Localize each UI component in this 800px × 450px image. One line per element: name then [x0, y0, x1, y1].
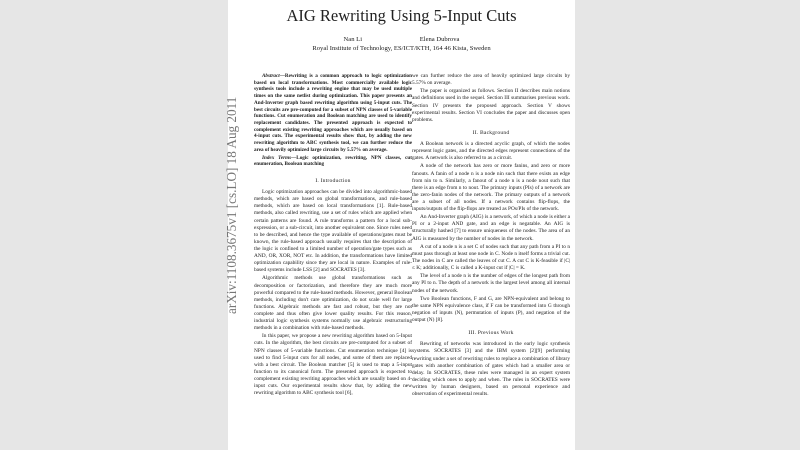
paragraph: Rewriting of networks was introduced in the early logic synthesis systems. SOCRATES [3] and the IBM system [2][9] performing rewriting under a set of rewriting rules to replace a combination of library gates with another combination of gates which had a smaller area or delay. In SOCRATES, these rules were managed in an expert system deciding which ones to apply and when. The rules in SOCRATES were written by human designers, based on personal experience and observation of experimental results. [412, 341, 570, 397]
paragraph: Logic optimization approaches can be divided into algorithmic-based methods, which are based on global transformations, and rule-based methods, which are based on local transformations [1]. Rule-based methods, also called rewriting, use a set of rules which are applied when certain patterns are found. A rule transforms a pattern for a local sub-expression, or a sub-circuit, into another equivalent one. Since rules need to be described, and hence the type available of operations/gates must be known, the rule-based approach usually requires that the description of the logic is confined to a limited number of operation/gate types such as AND, OR, XOR, NOT etc. In addition, the transformations have limited optimization capability since they are local in nature. Examples of rule-based systems include LSS [2] and SOCRATES [3]. [254, 189, 412, 274]
index-terms-label: Index Terms [262, 154, 292, 161]
right-column [412, 73, 570, 399]
abstract-text: —Rewriting is a common approach to logic optimization based on local transformations. Most commercially available logic synthesis tools include a rewriting engine that may be used multiple times on the same netlist during optimization. This paper presents an And-Inverter graph based rewriting algorithm using 5-input cuts. The best circuits are pre-computed for a subset of NPN classes of 5-variable functions. Cut enumeration and Boolean matching are used to identify replacement candidates. The presented approach is expected to complement existing rewriting approaches which are usually based on 4-input cuts. The experimental results show that, by adding the new rewriting algorithm to ABC synthesis tool, we can further reduce the area of heavily optimized large circuits by 5.57% on average. [254, 73, 412, 153]
index-terms-text: —Logic optimization, rewriting, NPN classes, cut enumeration, Boolean matching [254, 154, 412, 168]
paragraph: A Boolean network is a directed acyclic graph, of which the nodes represent logic gates, and the directed edges represent connections of the gates. A network is also referred to as a circuit. [412, 140, 570, 162]
author-name: Elena Dubrova [419, 36, 460, 43]
abstract [254, 73, 412, 153]
section-heading: I. Introduction [315, 178, 351, 185]
paragraph: A node of the network has zero or more fanins, and zero or more fanouts. A fanin of a node n is a node nin such that there exists an edge from nin to n. Similarly, a fanout of a node n is a node nout such that there is an edge from n to nout. The primary inputs (PIs) of a network are the zero-fanin nodes of the network. The primary outputs of a network are a subset of all nodes. If a network contains flip-flops, the inputs/outputs of the flip-flops are treated as POs/PIs of the network. [412, 163, 570, 212]
paragraph: Algorithmic methods use global transformations such as decomposition or factorization, and therefore they are much more powerful compared to the rule-based methods. However, general Boolean methods, including don't care optimization, do not scale well for large functions. Algebraic methods are fast and robust, but they are not complete and thus often give lower quality results. For this reason, industrial logic synthesis systems normally use algebraic restructuring methods in a combination with rule-based methods. [254, 275, 412, 332]
paper-title: AIG Rewriting Using 5-Input Cuts [286, 6, 517, 25]
paragraph: A cut of a node n is a set C of nodes such that any path from a PI to n must pass through at least one node in C. Node n itself forms a trivial cut. The nodes in C are called the leaves of cut C. A cut C is K-feasible if |C| ≤ K; additionally, C is called a K-input cut if |C| = K. [412, 243, 570, 272]
author-block [228, 35, 575, 53]
abstract-label: Abstract [262, 73, 280, 79]
paragraph: The level of a node n is the number of edges of the longest path from any PI to n. The depth of a network is the largest level among all internal nodes of the network. [412, 273, 570, 294]
paper-page [228, 0, 575, 450]
paragraph: An And-Inverter graph (AIG) is a network, of which a node is either a PI or a 2-input AND gate, and an edge is negatable. An AIG is structurally hashed [7] to ensure uniqueness of the nodes. The area of an AIG is measured by the number of nodes in the network. [412, 214, 570, 242]
paragraph: The paper is organized as follows. Section II describes main notions and definitions used in the sequel. Section III summarises previous work. Section IV presents the proposed approach. Section V shows experimental results. Section VI concludes the paper and discusses open problems. [412, 88, 570, 123]
paragraph: Two Boolean functions, F and G, are NPN-equivalent and belong to the same NPN equivalence class, if F can be transformed into G through negation of inputs (N), permutation of inputs (P), and negation of the output (N) [8]. [412, 295, 570, 324]
section-heading: II. Background [472, 129, 510, 136]
arxiv-identifier: arXiv:1108.3675v1 [cs.LO] 18 Aug 2011 [224, 96, 239, 314]
left-column [254, 73, 412, 398]
author-name: Nan Li [343, 36, 363, 43]
affiliation: Royal Institute of Technology, ES/ICT/KTH, 164 46 Kista, Sweden [312, 45, 491, 52]
index-terms [254, 155, 412, 168]
paragraph: In this paper, we propose a new rewriting algorithm based on 5-Input cuts. In the algorithm, the best circuits are pre-computed for a subset of NPN classes of 5-variable functions. Cut enumeration technique [4] is used to find 5-input cuts for all nodes, and some of them are replaced with a best circuit. The Boolean matcher [5] is used to map a 5-input function to its canonical form. The presented approach is expected to complement existing rewriting approaches which are usually based on 4-input cuts. Our experimental results show that, by adding the new rewriting algorithm to ABC synthesis tool [6], [254, 333, 412, 397]
paragraph: we can further reduce the area of heavily optimized large circuits by 5.57% on average. [412, 73, 570, 87]
section-heading: III. Previous Work [468, 330, 514, 337]
